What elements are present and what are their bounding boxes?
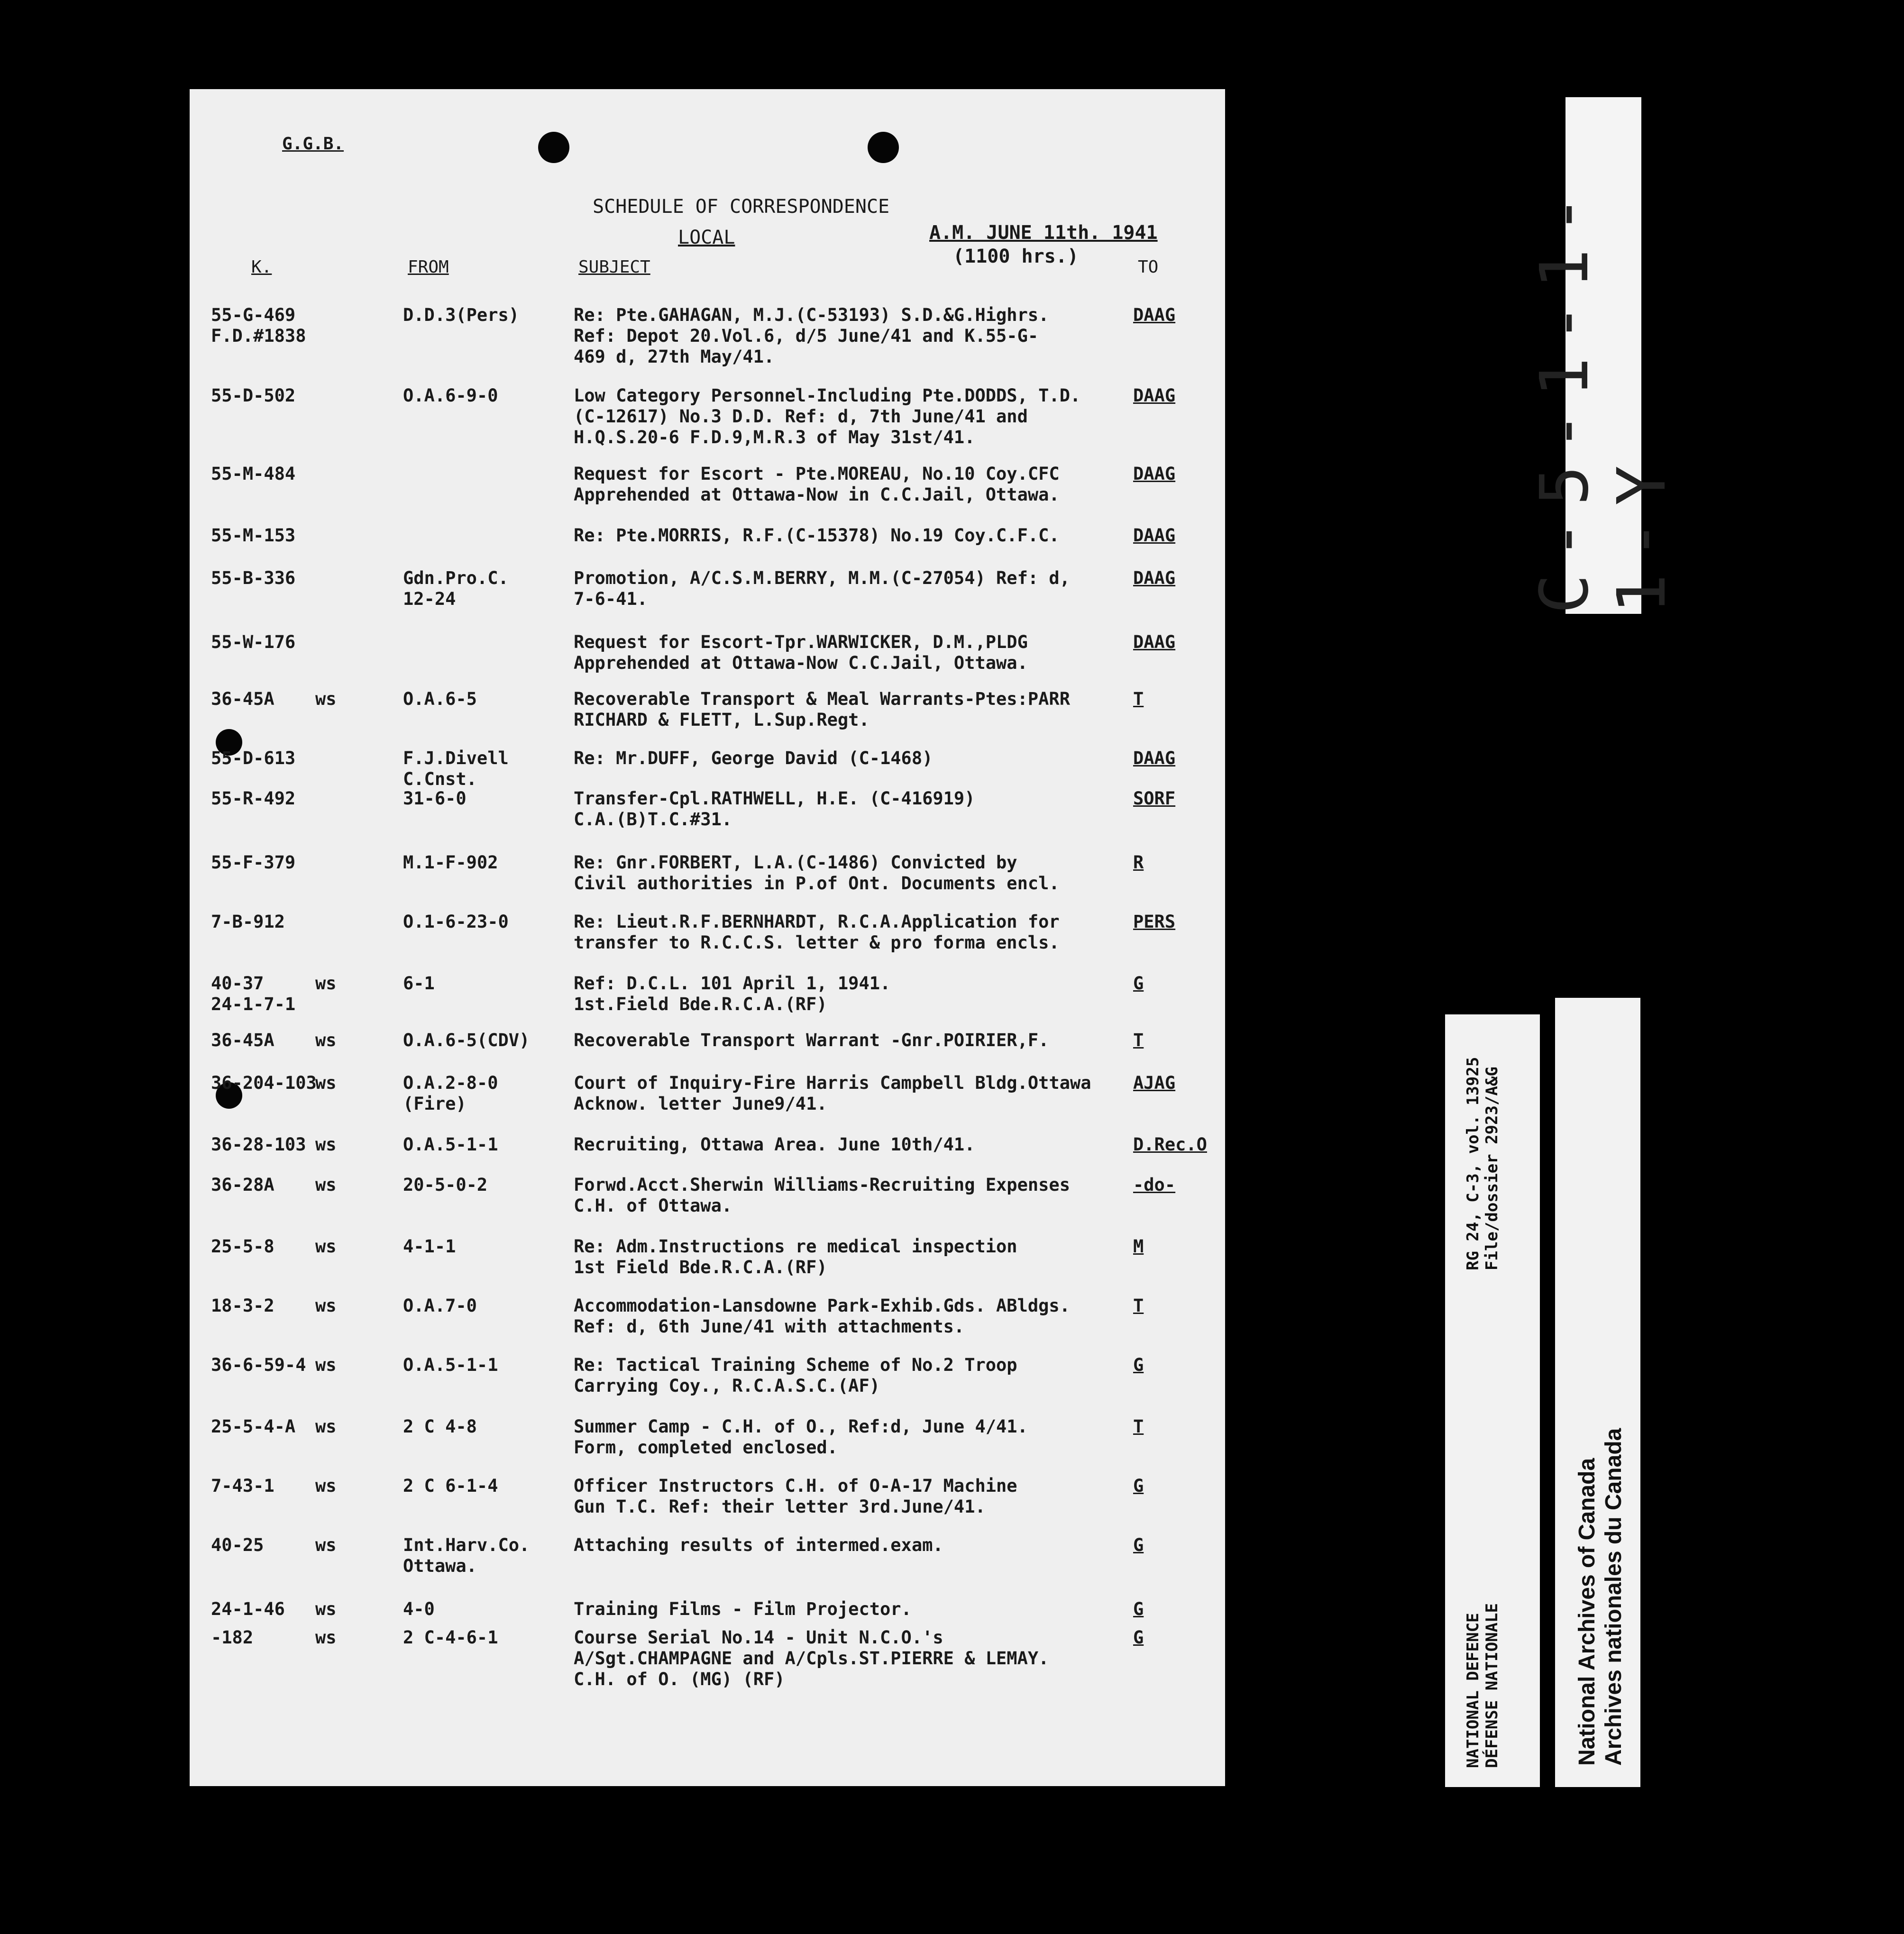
row-subject: Recoverable Transport & Meal Warrants-Ptes:PARR RICHARD & FLETT, L.Sup.Regt.	[574, 689, 1070, 730]
row-k-number: 55-G-469 F.D.#1838	[211, 305, 306, 346]
row-subject: Re: Mr.DUFF, George David (C-1468)	[574, 748, 933, 768]
row-subject: Court of Inquiry-Fire Harris Campbell Bldg.Ottawa Acknow. letter June9/41.	[574, 1073, 1091, 1114]
row-k-number: 25-5-8	[211, 1236, 275, 1257]
row-to: G	[1133, 1599, 1144, 1619]
row-subject: Promotion, A/C.S.M.BERRY, M.M.(C-27054) Ref: d, 7-6-41.	[574, 568, 1070, 609]
row-to: DAAG	[1133, 385, 1176, 406]
row-subject: Recoverable Transport Warrant -Gnr.POIRIER,F.	[574, 1030, 1049, 1050]
row-k-number: 36-204-103	[211, 1073, 317, 1093]
row-to: G	[1133, 1627, 1144, 1648]
reel-number-strip	[1526, 97, 1681, 614]
row-to: G	[1133, 973, 1144, 994]
row-to: DAAG	[1133, 305, 1176, 325]
row-to: T	[1133, 1416, 1144, 1437]
row-subject: Forwd.Acct.Sherwin Williams-Recruiting Expenses C.H. of Ottawa.	[574, 1175, 1070, 1216]
row-to: AJAG	[1133, 1073, 1176, 1093]
table-row	[190, 1073, 1225, 1130]
row-ws-mark: ws	[315, 1236, 337, 1257]
row-from: O.A.2-8-0 (Fire)	[403, 1073, 498, 1114]
punch-hole-left	[538, 132, 569, 163]
corner-mark: G.G.B.	[282, 134, 344, 154]
row-subject: Training Films - Film Projector.	[574, 1599, 912, 1619]
table-row	[190, 632, 1225, 689]
row-ws-mark: ws	[315, 1175, 337, 1195]
row-ws-mark: ws	[315, 1627, 337, 1648]
row-k-number: 55-M-484	[211, 464, 296, 484]
row-from: O.A.7-0	[403, 1295, 477, 1316]
row-k-number: 55-R-492	[211, 788, 296, 809]
row-subject: Re: Tactical Training Scheme of No.2 Troop Carrying Coy., R.C.A.S.C.(AF)	[574, 1355, 1017, 1396]
row-from: O.A.6-5(CDV)	[403, 1030, 530, 1050]
table-row	[190, 1535, 1225, 1592]
row-k-number: 36-45A	[211, 1030, 275, 1050]
row-from: 4-0	[403, 1599, 435, 1619]
row-ws-mark: ws	[315, 1599, 337, 1619]
table-row	[190, 305, 1225, 367]
row-from: 2 C 4-8	[403, 1416, 477, 1437]
row-to: M	[1133, 1236, 1144, 1257]
row-k-number: 36-28-103	[211, 1134, 306, 1155]
row-from: O.A.5-1-1	[403, 1134, 498, 1155]
row-k-number: 55-D-613	[211, 748, 296, 768]
row-k-number: 55-W-176	[211, 632, 296, 652]
row-to: D.Rec.O	[1133, 1134, 1207, 1155]
row-ws-mark: ws	[315, 1416, 337, 1437]
table-row	[190, 912, 1225, 968]
document-date: A.M. JUNE 11th. 1941	[929, 222, 1158, 244]
row-subject: Summer Camp - C.H. of O., Ref:d, June 4/41. Form, completed enclosed.	[574, 1416, 1028, 1458]
row-from: 6-1	[403, 973, 435, 994]
table-row	[190, 973, 1225, 1030]
column-header-to: TO	[1138, 257, 1159, 277]
column-header-from: FROM	[408, 257, 449, 277]
row-from: O.A.5-1-1	[403, 1355, 498, 1375]
row-k-number: 36-28A	[211, 1175, 275, 1195]
row-subject: Re: Lieut.R.F.BERNHARDT, R.C.A.Application for transfer to R.C.C.S. letter & pro forma encls.	[574, 912, 1060, 953]
defence-line-4: File/dossier 2923/A&G	[1483, 1067, 1501, 1270]
row-ws-mark: ws	[315, 973, 337, 994]
row-subject: Re: Adm.Instructions re medical inspection 1st Field Bde.R.C.A.(RF)	[574, 1236, 1017, 1277]
document-time: (1100 hrs.)	[953, 246, 1079, 267]
row-subject: Re: Pte.GAHAGAN, M.J.(C-53193) S.D.&G.Highrs. Ref: Depot 20.Vol.6, d/5 June/41 and K.55-G- 469 d, 27th May/41.	[574, 305, 1049, 367]
document-title: SCHEDULE OF CORRESPONDENCE	[593, 196, 890, 218]
row-subject: Accommodation-Lansdowne Park-Exhib.Gds. ABldgs. Ref: d, 6th June/41 with attachments.	[574, 1295, 1070, 1337]
row-to: DAAG	[1133, 748, 1176, 768]
row-to: R	[1133, 852, 1144, 873]
row-from: 4-1-1	[403, 1236, 456, 1257]
row-ws-mark: ws	[315, 1535, 337, 1555]
table-row	[190, 1355, 1225, 1412]
row-subject: Attaching results of intermed.exam.	[574, 1535, 943, 1555]
column-header-subject: SUBJECT	[578, 257, 650, 277]
row-subject: Ref: D.C.L. 101 April 1, 1941. 1st.Field Bde.R.C.A.(RF)	[574, 973, 891, 1014]
row-subject: Transfer-Cpl.RATHWELL, H.E. (C-416919) C.A.(B)T.C.#31.	[574, 788, 975, 830]
column-header-k: K.	[251, 257, 272, 277]
row-subject: Re: Gnr.FORBERT, L.A.(C-1486) Convicted by Civil authorities in P.of Ont. Documents encl.	[574, 852, 1060, 894]
table-row	[190, 1175, 1225, 1232]
row-from: O.1-6-23-0	[403, 912, 509, 932]
row-k-number: 36-45A	[211, 689, 275, 709]
row-to: G	[1133, 1355, 1144, 1375]
table-row	[190, 1476, 1225, 1533]
correspondence-document	[190, 89, 1225, 1786]
archives-line-2: Archives nationales du Canada	[1601, 1428, 1626, 1766]
row-from: Int.Harv.Co. Ottawa.	[403, 1535, 530, 1576]
row-subject: Recruiting, Ottawa Area. June 10th/41.	[574, 1134, 975, 1155]
table-row	[190, 788, 1225, 845]
defence-line-2: DÉFENSE NATIONALE	[1483, 1603, 1501, 1768]
row-ws-mark: ws	[315, 1355, 337, 1375]
row-k-number: 18-3-2	[211, 1295, 275, 1316]
row-k-number: 55-B-336	[211, 568, 296, 588]
row-from: M.1-F-902	[403, 852, 498, 873]
row-k-number: 24-1-46	[211, 1599, 285, 1619]
row-to: DAAG	[1133, 632, 1176, 652]
row-to: PERS	[1133, 912, 1176, 932]
row-k-number: 55-F-379	[211, 852, 296, 873]
row-k-number: 7-B-912	[211, 912, 285, 932]
row-to: -do-	[1133, 1175, 1176, 1195]
row-from: Gdn.Pro.C. 12-24	[403, 568, 509, 609]
row-k-number: 40-37 24-1-7-1	[211, 973, 296, 1014]
row-to: DAAG	[1133, 525, 1176, 546]
row-to: T	[1133, 1030, 1144, 1050]
archives-label	[1555, 998, 1640, 1787]
row-ws-mark: ws	[315, 1295, 337, 1316]
row-ws-mark: ws	[315, 689, 337, 709]
table-row	[190, 568, 1225, 625]
row-k-number: -182	[211, 1627, 254, 1648]
row-k-number: 36-6-59-4	[211, 1355, 306, 1375]
row-from: 2 C-4-6-1	[403, 1627, 498, 1648]
table-row	[190, 689, 1225, 746]
row-k-number: 55-M-153	[211, 525, 296, 546]
row-to: G	[1133, 1535, 1144, 1555]
table-row	[190, 1295, 1225, 1352]
row-from: 20-5-0-2	[403, 1175, 488, 1195]
row-to: SORF	[1133, 788, 1176, 809]
row-to: G	[1133, 1476, 1144, 1496]
row-k-number: 25-5-4-A	[211, 1416, 296, 1437]
defence-line-3: RG 24, C-3, vol. 13925	[1464, 1057, 1483, 1270]
row-k-number: 55-D-502	[211, 385, 296, 406]
row-to: T	[1133, 689, 1144, 709]
row-to: T	[1133, 1295, 1144, 1316]
row-subject: Low Category Personnel-Including Pte.DODDS, T.D. (C-12617) No.3 D.D. Ref: d, 7th June/41 and H.Q.S.20-6 F.D.9,M.R.3 of May 31st/41.	[574, 385, 1081, 447]
row-subject: Request for Escort - Pte.MOREAU, No.10 Coy.CFC Apprehended at Ottawa-Now in C.C.Jail, Ottawa.	[574, 464, 1060, 505]
row-from: 2 C 6-1-4	[403, 1476, 498, 1496]
row-k-number: 40-25	[211, 1535, 264, 1555]
row-subject: Request for Escort-Tpr.WARWICKER, D.M.,PLDG Apprehended at Ottawa-Now C.C.Jail, Ottawa.	[574, 632, 1028, 673]
defence-line-1: NATIONAL DEFENCE	[1464, 1613, 1483, 1768]
table-row	[190, 1627, 1225, 1689]
row-ws-mark: ws	[315, 1476, 337, 1496]
row-k-number: 7-43-1	[211, 1476, 275, 1496]
row-to: DAAG	[1133, 464, 1176, 484]
table-row	[190, 1236, 1225, 1293]
reel-number: C-5-1-1-1-Y	[1526, 180, 1681, 614]
row-from: F.J.Divell C.Cnst.	[403, 748, 509, 789]
row-subject: Officer Instructors C.H. of O-A-17 Machine Gun T.C. Ref: their letter 3rd.June/41.	[574, 1476, 1017, 1517]
table-row	[190, 385, 1225, 447]
row-subject: Re: Pte.MORRIS, R.F.(C-15378) No.19 Coy.C.F.C.	[574, 525, 1060, 546]
row-from: 31-6-0	[403, 788, 467, 809]
defence-label	[1445, 1014, 1540, 1787]
row-from: O.A.6-9-0	[403, 385, 498, 406]
archives-line-1: National Archives of Canada	[1574, 1458, 1600, 1766]
row-subject: Course Serial No.14 - Unit N.C.O.'s A/Sgt.CHAMPAGNE and A/Cpls.ST.PIERRE & LEMAY. C.H. of O. (MG) (RF)	[574, 1627, 1049, 1689]
row-ws-mark: ws	[315, 1073, 337, 1093]
row-to: DAAG	[1133, 568, 1176, 588]
table-row	[190, 1416, 1225, 1473]
document-subtitle: LOCAL	[678, 227, 735, 248]
row-ws-mark: ws	[315, 1134, 337, 1155]
punch-hole-right	[868, 132, 899, 163]
row-ws-mark: ws	[315, 1030, 337, 1050]
table-row	[190, 464, 1225, 520]
row-from: O.A.6-5	[403, 689, 477, 709]
row-from: D.D.3(Pers)	[403, 305, 520, 325]
table-row	[190, 852, 1225, 909]
